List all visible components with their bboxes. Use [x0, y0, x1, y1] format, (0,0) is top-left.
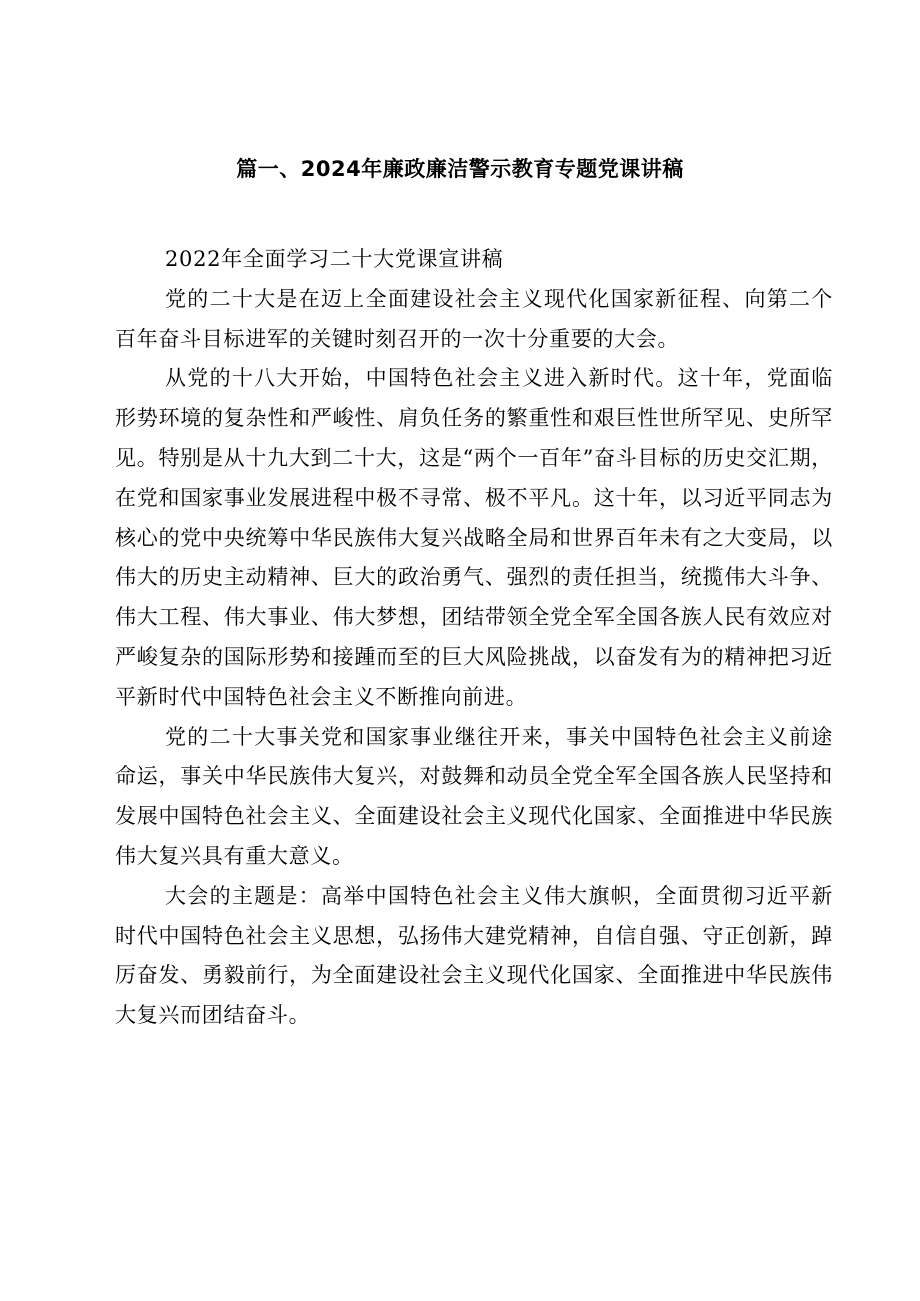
paragraph: 从党的十八大开始，中国特色社会主义进入新时代。这十年，党面临形势环境的复杂性和严峻性、肩负任务的繁重性和艰巨性世所罕见、史所罕见。特别是从十九大到二十大，这是“两个一百年”奋斗目标的历史交汇期，在党和国家事业发展进程中极不寻常、极不平凡。这十年，以习近平同志为核心的党中央统筹中华民族伟大复兴战略全局和世界百年未有之大变局，以伟大的历史主动精神、巨大的政治勇气、强烈的责任担当，统揽伟大斗争、伟大工程、伟大事业、伟大梦想，团结带领全党全军全国各族人民有效应对严峻复杂的国际形势和接踵而至的巨大风险挑战，以奋发有为的精神把习近平新时代中国特色社会主义不断推向前进。: [115, 366, 833, 709]
paragraph: 党的二十大是在迈上全面建设社会主义现代化国家新征程、向第二个百年奋斗目标进军的关键时刻召开的一次十分重要的大会。: [115, 286, 833, 351]
document-title: 篇一、2024年廉政廉洁警示教育专题党课讲稿: [236, 157, 684, 181]
subtitle-line: 2022年全面学习二十大党课宣讲稿: [165, 247, 504, 271]
paragraph: 大会的主题是：高举中国特色社会主义伟大旗帜，全面贯彻习近平新时代中国特色社会主义思想，弘扬伟大建党精神，自信自强、守正创新，踔厉奋发、勇毅前行，为全面建设社会主义现代化国家、全面推进中华民族伟大复兴而团结奋斗。: [115, 883, 833, 1028]
document-body: [115, 240, 833, 1036]
paragraph: 党的二十大事关党和国家事业继往开来，事关中国特色社会主义前途命运，事关中华民族伟大复兴，对鼓舞和动员全党全军全国各族人民坚持和发展中国特色社会主义、全面建设社会主义现代化国家、全面推进中华民族伟大复兴具有重大意义。: [115, 724, 833, 868]
